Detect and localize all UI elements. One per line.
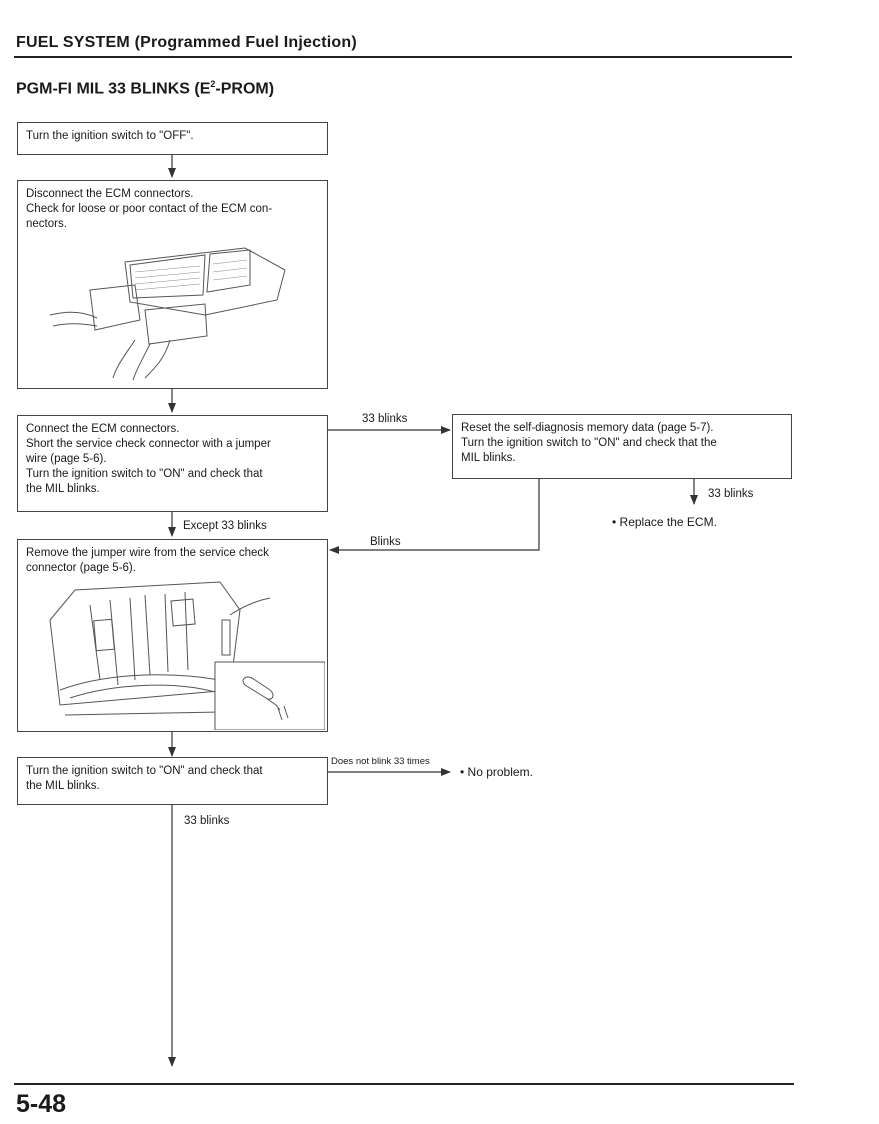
section-title-end: -PROM) — [215, 80, 275, 98]
step3-line: Turn the ignition switch to "ON" and check that — [26, 468, 263, 480]
step6-box — [17, 757, 328, 805]
step6-line: Turn the ignition switch to "ON" and check that — [26, 765, 263, 777]
label-except-33-blinks: Except 33 blinks — [183, 520, 267, 532]
step1-line: Turn the ignition switch to "OFF". — [26, 130, 194, 142]
header-title: FUEL SYSTEM (Programmed Fuel Injection) — [16, 34, 357, 51]
result-no-problem: • No problem. — [460, 765, 533, 779]
step2-line: Disconnect the ECM connectors. — [26, 188, 194, 200]
ecm-connector-illustration — [45, 240, 295, 380]
step1-box — [17, 122, 328, 155]
section-title-main: PGM-FI MIL 33 BLINKS (E — [16, 80, 211, 98]
step4-box — [452, 414, 792, 479]
label-33-blinks-right: 33 blinks — [362, 413, 408, 425]
label-does-not-blink-33-times: Does not blink 33 times — [331, 756, 430, 767]
step3-line: Short the service check connector with a jumper — [26, 438, 271, 450]
footer-rule — [14, 1083, 794, 1085]
section-title-superscript: 2 — [210, 79, 216, 89]
label-33-blinks-down: 33 blinks — [708, 488, 754, 500]
arrow-step4-to-step5 — [330, 479, 539, 550]
step2-line: Check for loose or poor contact of the ECM con- — [26, 203, 273, 215]
service-check-connector-illustration — [40, 580, 325, 730]
step2-line: nectors. — [26, 218, 67, 230]
page-number: 5-48 — [16, 1090, 67, 1118]
step6-line: the MIL blinks. — [26, 780, 100, 792]
step3-box — [17, 415, 328, 512]
step4-line: Turn the ignition switch to "ON" and check that the — [461, 437, 717, 449]
result-replace-ecm: • Replace the ECM. — [612, 515, 717, 529]
step4-line: Reset the self-diagnosis memory data (page 5-7). — [461, 422, 714, 434]
step4-line: MIL blinks. — [461, 452, 516, 464]
step3-line: the MIL blinks. — [26, 483, 100, 495]
step3-line: wire (page 5-6). — [26, 453, 107, 465]
label-blinks: Blinks — [370, 536, 401, 548]
step3-line: Connect the ECM connectors. — [26, 423, 180, 435]
label-33-blinks-bottom: 33 blinks — [184, 815, 230, 827]
step5-line: Remove the jumper wire from the service check — [26, 547, 269, 559]
step5-line: connector (page 5-6). — [26, 562, 136, 574]
